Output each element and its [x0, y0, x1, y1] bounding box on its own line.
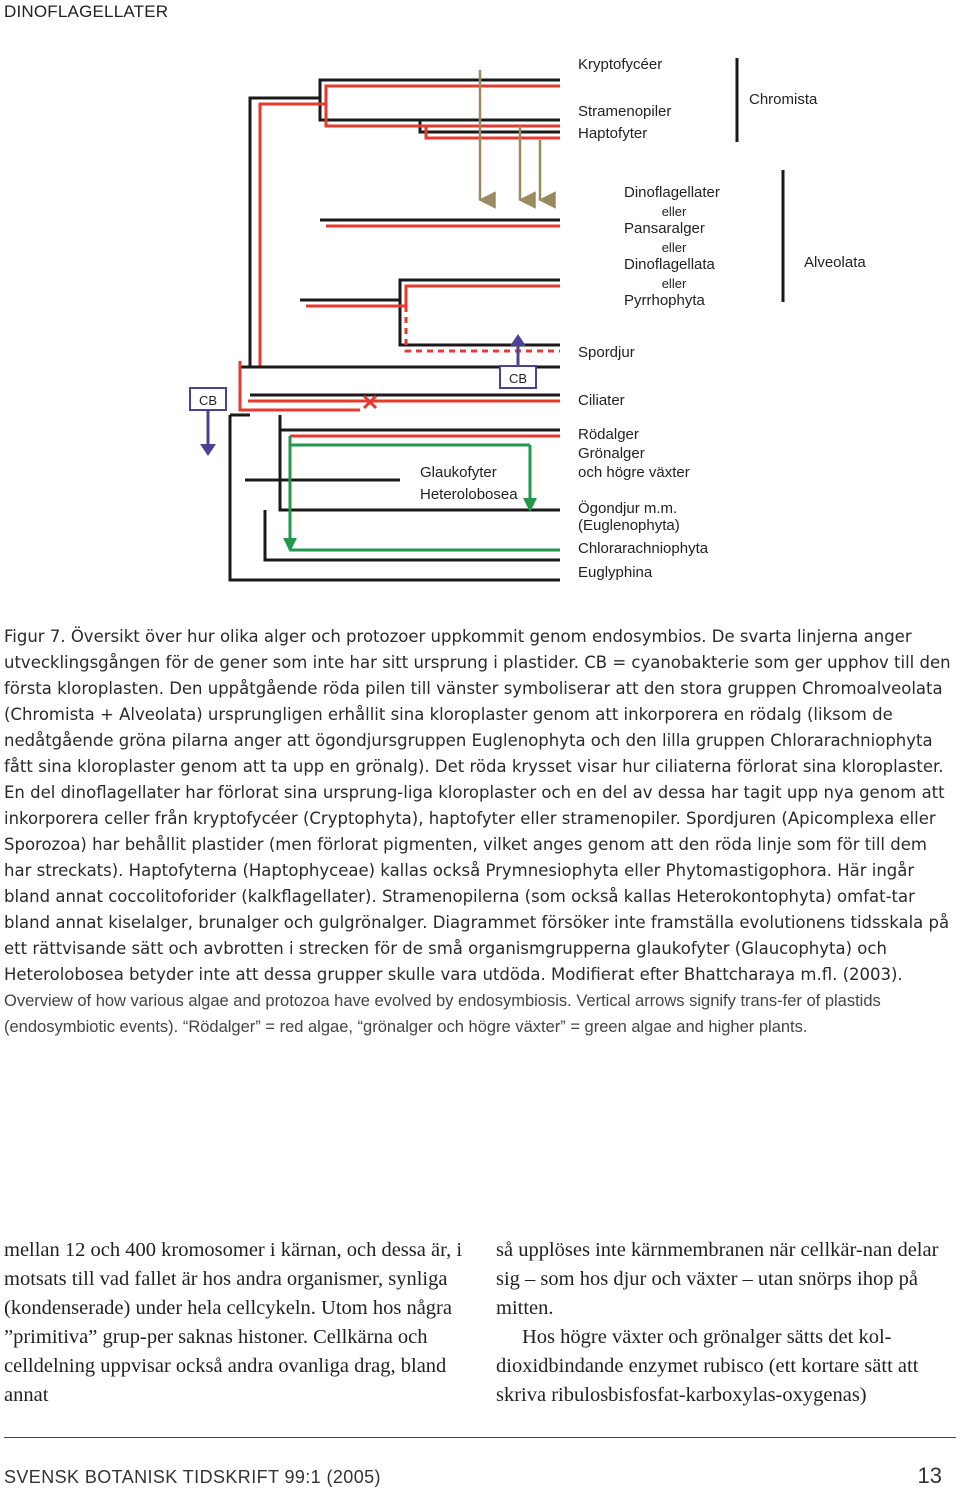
cb-label-right: CB [508, 371, 528, 386]
taxon-glaukofyter: Glaukofyter [420, 464, 497, 481]
taxon-ciliater: Ciliater [578, 392, 625, 409]
body-column-left [4, 1236, 470, 1410]
taxon-spordjur: Spordjur [578, 344, 635, 361]
taxon-pyrrhophyta: Pyrrhophyta [624, 292, 705, 309]
taxon-euglenophyta: (Euglenophyta) [578, 517, 680, 534]
diagram-lines [0, 40, 960, 600]
caption-english: Overview of how various algae and protozoa have evolved by endosymbiosis. Vertical arrows signify trans-fer of plastids (endosymbiotic events). “Rödalger” = red algae, “grönalger och högre växter” = green algae and higher plants. [4, 992, 881, 1036]
body-paragraph: Hos högre växter och grönalger sätts det kol-dioxidbindande enzymet rubisco (ett kortare sätt att skriva ribulosbisfosfat-karboxylas-oxygenas) [496, 1326, 919, 1406]
red-plastid-lines [260, 86, 560, 367]
journal-name: SVENSK BOTANISK TIDSKRIFT 99:1 (2005) [4, 1467, 381, 1487]
taxon-dinoflagellater: Dinoflagellater [624, 184, 720, 201]
body-column-right [496, 1236, 958, 1410]
figure-caption [4, 624, 956, 1040]
taxon-rodalger: Rödalger [578, 426, 639, 443]
group-alveolata: Alveolata [804, 254, 866, 271]
synonym-separator: eller [661, 240, 687, 255]
synonym-separator: eller [661, 204, 687, 219]
endosymbiosis-diagram [0, 40, 960, 600]
taxon-kryptofyceer: Kryptofycéer [578, 56, 663, 73]
body-paragraph: så upplöses inte kärnmembranen när cellkär-nan delar sig – som hos djur och växter – utan snörps ihop på mitten. [496, 1239, 939, 1319]
taxon-haptofyter: Haptofyter [578, 125, 648, 142]
taxon-gronalger: Grönalger [578, 445, 645, 462]
running-head: DINOFLAGELLATER [4, 2, 169, 21]
page-number: 13 [917, 1463, 942, 1488]
cb-label-left: CB [198, 393, 218, 408]
taxon-euglyphina: Euglyphina [578, 564, 653, 581]
group-chromista: Chromista [749, 91, 818, 108]
taxon-chlorarachniophyta: Chlorarachniophyta [578, 540, 709, 557]
taxon-stramenopiler: Stramenopiler [578, 103, 672, 120]
taxon-dinoflagellata: Dinoflagellata [624, 256, 715, 273]
taxon-pansaralger: Pansaralger [624, 220, 705, 237]
synonym-separator: eller [661, 276, 687, 291]
footer-divider [4, 1437, 956, 1438]
taxon-heterolobosea: Heterolobosea [420, 486, 518, 503]
caption-swedish: Figur 7. Översikt över hur olika alger och protozoer uppkommit genom endosymbios. De svarta linjerna anger utvecklingsgången för de gener som inte har sitt ursprung i plastider. CB = cyanobakterie som ger upphov till den första kloroplasten. Den uppåtgående röda pilen till vänster symboliserar att den stora gruppen Chromoalveolata (Chromista + Alveolata) ursprungligen erhållit sina kloroplaster genom att inkorporera en rödalg (liksom de nedåtgående gröna pilarna anger att ögondjursgruppen Euglenophyta och den lilla gruppen Chlorarachniophyta fått sina kloroplaster genom att ta upp en grönalg). Det röda krysset visar hur ciliaterna förlorat sina kloroplaster. En del dinoflagellater har förlorat sina ursprung-liga kloroplaster och en del av dessa har tagit upp nya genom att inkorporera celler från kryptofycéer (Cryptophyta), haptofyter eller stramenopiler. Spordjuren (Apicomplexa eller Sporozoa) har behållit plastider (men förlorat pigmenten, vilket anges genom att den röda linje som för till dem har streckats). Haptofyterna (Haptophyceae) kallas också Prymnesiophyta eller Phytomastigophora. Här ingår bland annat coccolitoforider (kalkflagellater). Stramenopilerna (som också kallas Heterokontophyta) omfat-tar bland annat kiselalger, brunalger och gulgrönalger. Diagrammet försöker inte framställa evolutionens tidsskala på ett rättvisande sätt och avbrotten i strecken för de små organismgrupperna glaukofyter (Glaucophyta) och Heterolobosea betyder inte att dessa grupper skulle vara utdöda. Modifierat efter Bhattcharaya m.fl. (2003). [4, 627, 951, 984]
body-paragraph: mellan 12 och 400 kromosomer i kärnan, och dessa är, i motsats till vad fallet är hos andra organismer, synliga (kondenserade) under hela cellcykeln. Utom hos några ”primitiva” grup-per saknas histoner. Cellkärna och celldelning uppvisar också andra ovanliga drag, bland annat [4, 1239, 463, 1406]
taxon-ogondjur: Ögondjur m.m. [578, 500, 678, 517]
taxon-hogre-vaxter: och högre växter [578, 464, 690, 481]
